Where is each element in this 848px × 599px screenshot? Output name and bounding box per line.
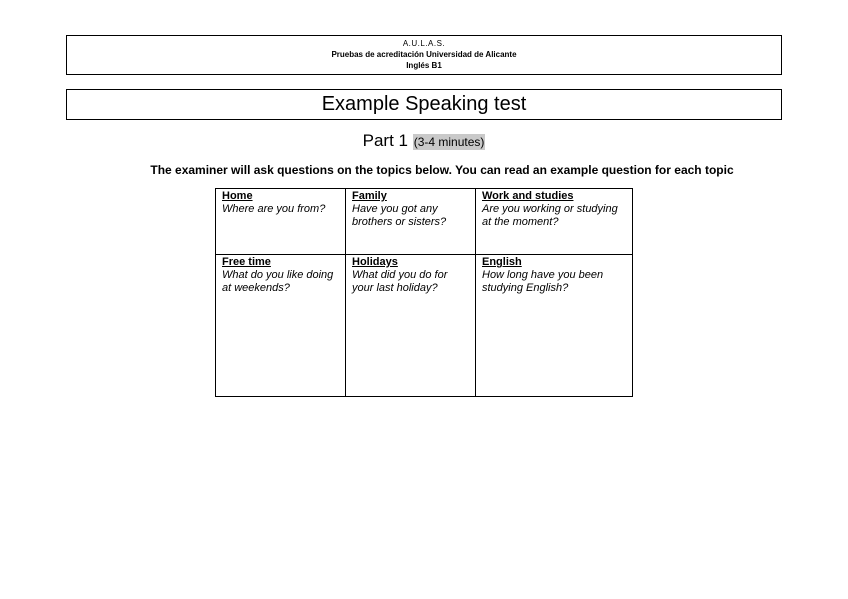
document-header (66, 35, 782, 75)
page-title: Example Speaking test (66, 89, 782, 120)
topics-table (215, 188, 633, 397)
topic-cell-home (216, 189, 346, 255)
topic-cell-work (476, 189, 633, 255)
topic-cell-english (476, 255, 633, 397)
topic-title: Holidays (352, 256, 398, 268)
part-duration: (3-4 minutes) (413, 135, 485, 149)
instructions: The examiner will ask questions on the topics below. You can read an example question for each topic (150, 163, 734, 177)
topic-question: Where are you from? (222, 203, 326, 215)
topic-title: Family (352, 190, 387, 202)
topic-title: English (482, 256, 522, 268)
part-label: Part 1 (362, 131, 408, 150)
topic-cell-holidays (346, 255, 476, 397)
topic-question: What do you like doing at weekends? (222, 269, 334, 294)
topic-question: Have you got any brothers or sisters? (352, 203, 447, 228)
table-row (216, 189, 633, 255)
header-org: A.U.L.A.S. (402, 39, 446, 48)
topic-question: How long have you been studying English? (482, 269, 604, 294)
topic-question: Are you working or studying at the moment? (482, 203, 618, 228)
header-subtitle: Pruebas de acreditación Universidad de Alicante (331, 50, 517, 59)
topic-cell-family (346, 189, 476, 255)
topic-question: What did you do for your last holiday? (352, 269, 448, 294)
topic-title: Work and studies (482, 190, 574, 202)
topic-title: Home (222, 190, 253, 202)
table-row (216, 255, 633, 397)
part-heading (0, 130, 848, 153)
header-level: Inglés B1 (406, 61, 442, 70)
topic-title: Free time (222, 256, 271, 268)
topic-cell-free-time (216, 255, 346, 397)
